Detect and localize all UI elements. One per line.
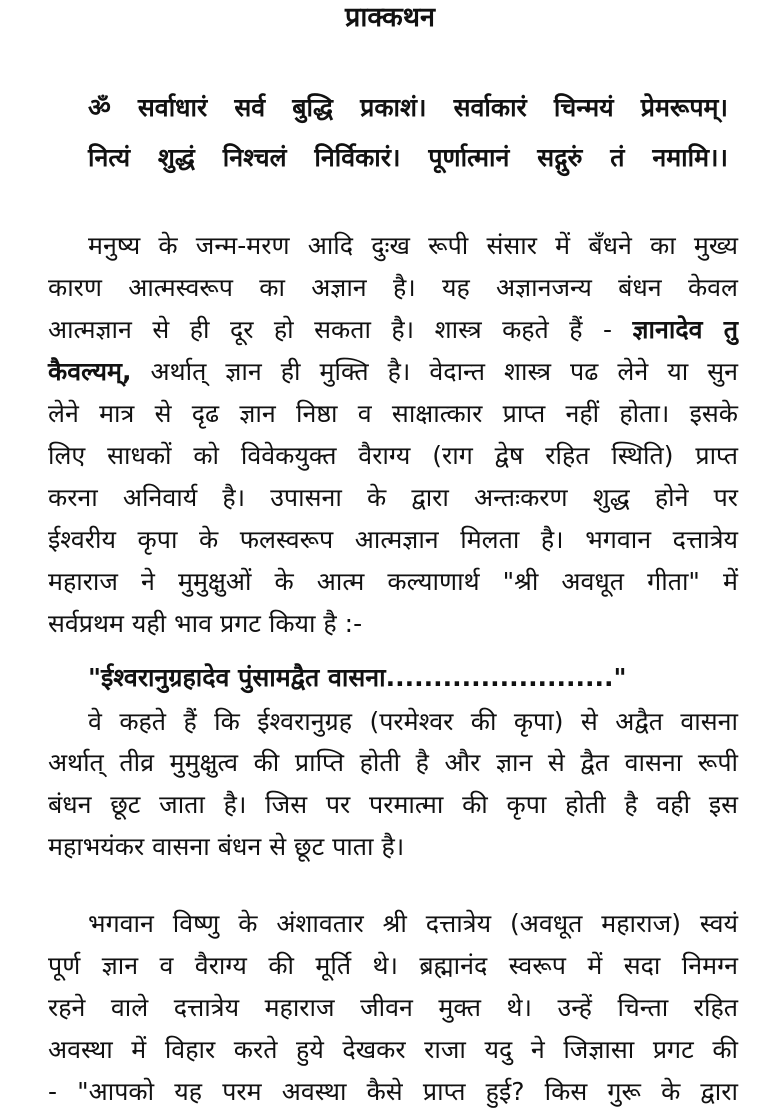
text-line: लिए साधकों को विवेकयुक्त वैराग्य (राग द्वेष रहित स्थिति) प्राप्त <box>48 441 738 470</box>
shloka-line-1: ॐ सर्वाधारं सर्व बुद्धि प्रकाशं। सर्वाकारं चिन्मयं प्रेमरूपम्। <box>88 93 728 122</box>
text-line: महाभयंकर वासना बंधन से छूट पाता है। <box>48 832 405 861</box>
text-line <box>48 313 738 347</box>
bold-phrase: ज्ञानादेव तु <box>632 315 738 344</box>
text-line: करना अनिवार्य है। उपासना के द्वारा अन्तःकरण शुद्ध होने पर <box>48 483 738 512</box>
text-line: अर्थात् तीव्र मुमुक्षुत्व की प्राप्ति होती है और ज्ञान से द्वैत वासना रूपी <box>48 748 738 777</box>
text-line: वे कहते हैं कि ईश्वरानुग्रह (परमेश्वर की कृपा) से अद्वैत वासना <box>88 707 738 736</box>
text-span: आत्मज्ञान से ही दूर हो सकता है। शास्त्र कहते हैं - <box>48 315 613 344</box>
text-line: सर्वप्रथम यही भाव प्रगट किया है :- <box>48 609 363 638</box>
page-title: प्राक्कथन <box>344 2 436 33</box>
text-line: लेने मात्र से दृढ ज्ञान निष्ठा व साक्षात्कार प्राप्त नहीं होता। इसके <box>48 399 738 428</box>
text-line: - "आपको यह परम अवस्था कैसे प्राप्त हुई? किस गुरू के द्वारा <box>48 1077 738 1106</box>
text-line <box>48 355 738 389</box>
text-line: ईश्वरीय कृपा के फलस्वरूप आत्मज्ञान मिलता है। भगवान दत्तात्रेय <box>48 525 738 554</box>
text-line: पूर्ण ज्ञान व वैराग्य की मूर्ति थे। ब्रह्मानंद स्वरूप में सदा निमग्न <box>48 951 738 980</box>
text-line: महाराज ने मुमुक्षुओं के आत्म कल्याणार्थ "श्री अवधूत गीता" में <box>48 567 738 596</box>
text-line: भगवान विष्णु के अंशावतार श्री दत्तात्रेय (अवधूत महाराज) स्वयं <box>88 909 738 938</box>
text-line: बंधन छूट जाता है। जिस पर परमात्मा की कृपा होती है वही इस <box>48 790 738 819</box>
text-line: कारण आत्मस्वरूप का अज्ञान है। यह अज्ञानजन्य बंधन केवल <box>48 273 738 302</box>
text-line: मनुष्य के जन्म-मरण आदि दुःख रूपी संसार में बँधने का मुख्य <box>88 231 738 260</box>
quoted-verse: "ईश्वरानुग्रहादेव पुंसामद्वैत वासना........................" <box>88 663 627 692</box>
shloka-line-2: नित्यं शुद्धं निश्चलं निर्विकारं। पूर्णात्मानं सद्गुरुं तं नमामि।। <box>88 143 728 172</box>
text-span: अर्थात् ज्ञान ही मुक्ति है। वेदान्त शास्त्र पढ लेने या सुन <box>150 357 738 386</box>
bold-phrase: कैवल्यम्, <box>48 357 132 386</box>
text-line: अवस्था में विहार करते हुये देखकर राजा यदु ने जिज्ञासा प्रगट की <box>48 1035 738 1064</box>
text-line: रहने वाले दत्तात्रेय महाराज जीवन मुक्त थे। उन्हें चिन्ता रहित <box>48 993 738 1022</box>
